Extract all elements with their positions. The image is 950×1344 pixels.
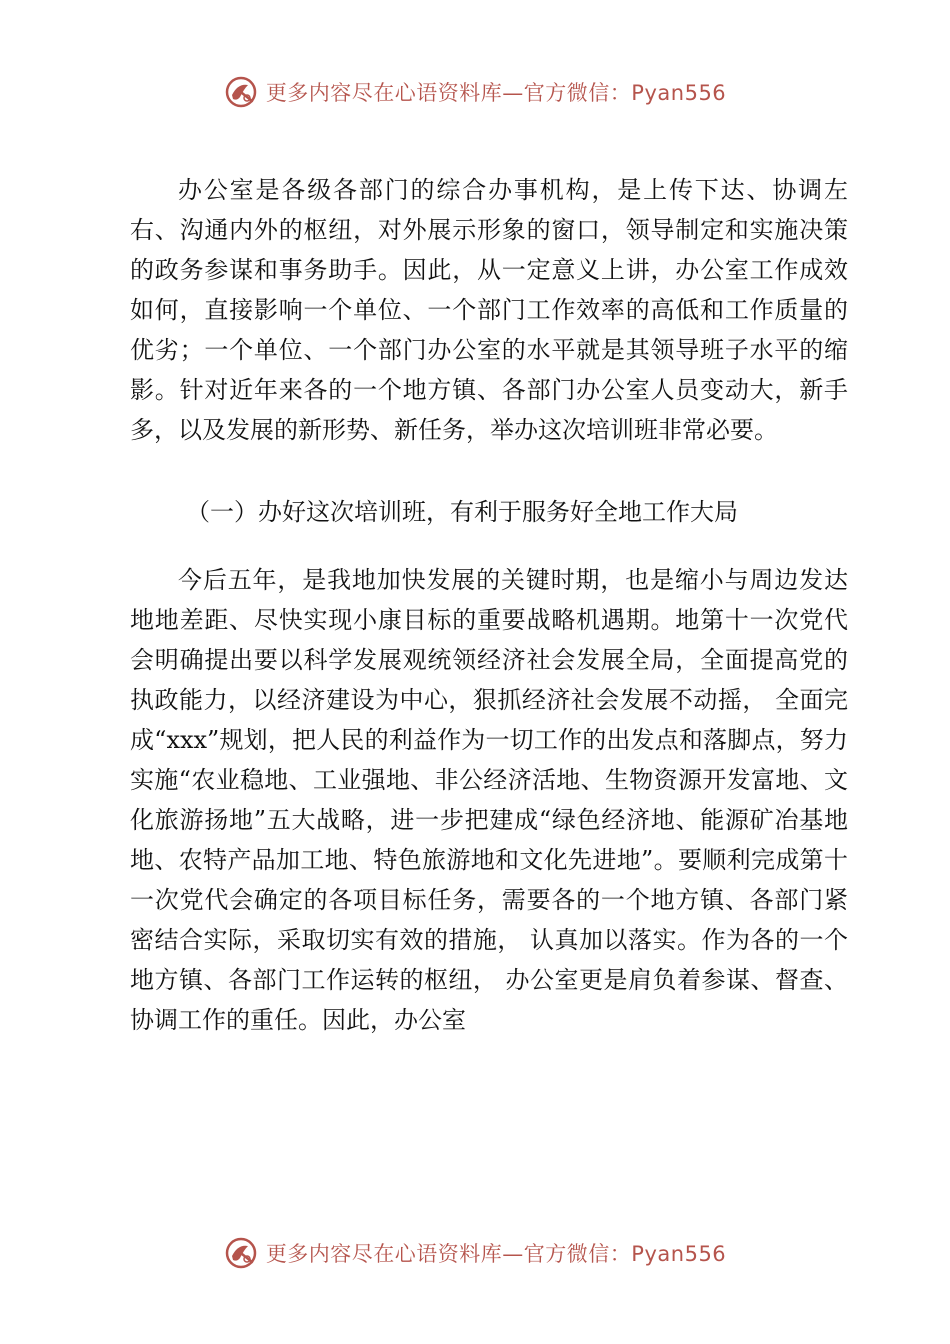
paragraph-1: 办公室是各级各部门的综合办事机构，是上传下达、协调左右、沟通内外的枢纽，对外展示形象的窗口，领导制定和实施决策的政务参谋和事务助手。因此，从一定意义上讲，办公室工作成效如何，直接影响一个单位、一个部门工作效率的高低和工作质量的优劣；一个单位、一个部门办公室的水平就是其领导班子水平的缩影。针对近年来各的一个地方镇、各部门办公室人员变动大，新手多，以及发展的新形势、新任务，举办这次培训班非常必要。 <box>130 176 848 444</box>
seal-logo-icon <box>224 75 258 109</box>
watermark-text: 更多内容尽在心语资料库—官方微信：Pyan556 <box>265 81 727 105</box>
watermark-text: 更多内容尽在心语资料库—官方微信：Pyan556 <box>265 1242 727 1266</box>
seal-logo-icon <box>224 1236 258 1270</box>
header-watermark <box>0 72 950 112</box>
section-heading-1: （一）办好这次培训班，有利于服务好全地工作大局 <box>186 498 738 526</box>
footer-watermark <box>0 1233 950 1273</box>
document-body <box>130 170 848 1040</box>
paragraph-2: 今后五年，是我地加快发展的关键时期，也是缩小与周边发达地地差距、尽快实现小康目标的重要战略机遇期。地第十一次党代会明确提出要以科学发展观统领经济社会发展全局，全面提高党的执政能力，以经济建设为中心，狠抓经济社会发展不动摇， 全面完成“xxx”规划，把人民的利益作为一切工作的出发点和落脚点，努力实施“农业稳地、工业强地、非公经济活地、生物资源开发富地、文化旅游扬地”五大战略，进一步把建成“绿色经济地、能源矿冶基地地、农特产品加工地、特色旅游地和文化先进地”。要顺利完成第十一次党代会确定的各项目标任务，需要各的一个地方镇、各部门紧密结合实际，采取切实有效的措施， 认真加以落实。作为各的一个地方镇、各部门工作运转的枢纽， 办公室更是肩负着参谋、督查、协调工作的重任。因此，办公室 <box>130 566 848 1034</box>
